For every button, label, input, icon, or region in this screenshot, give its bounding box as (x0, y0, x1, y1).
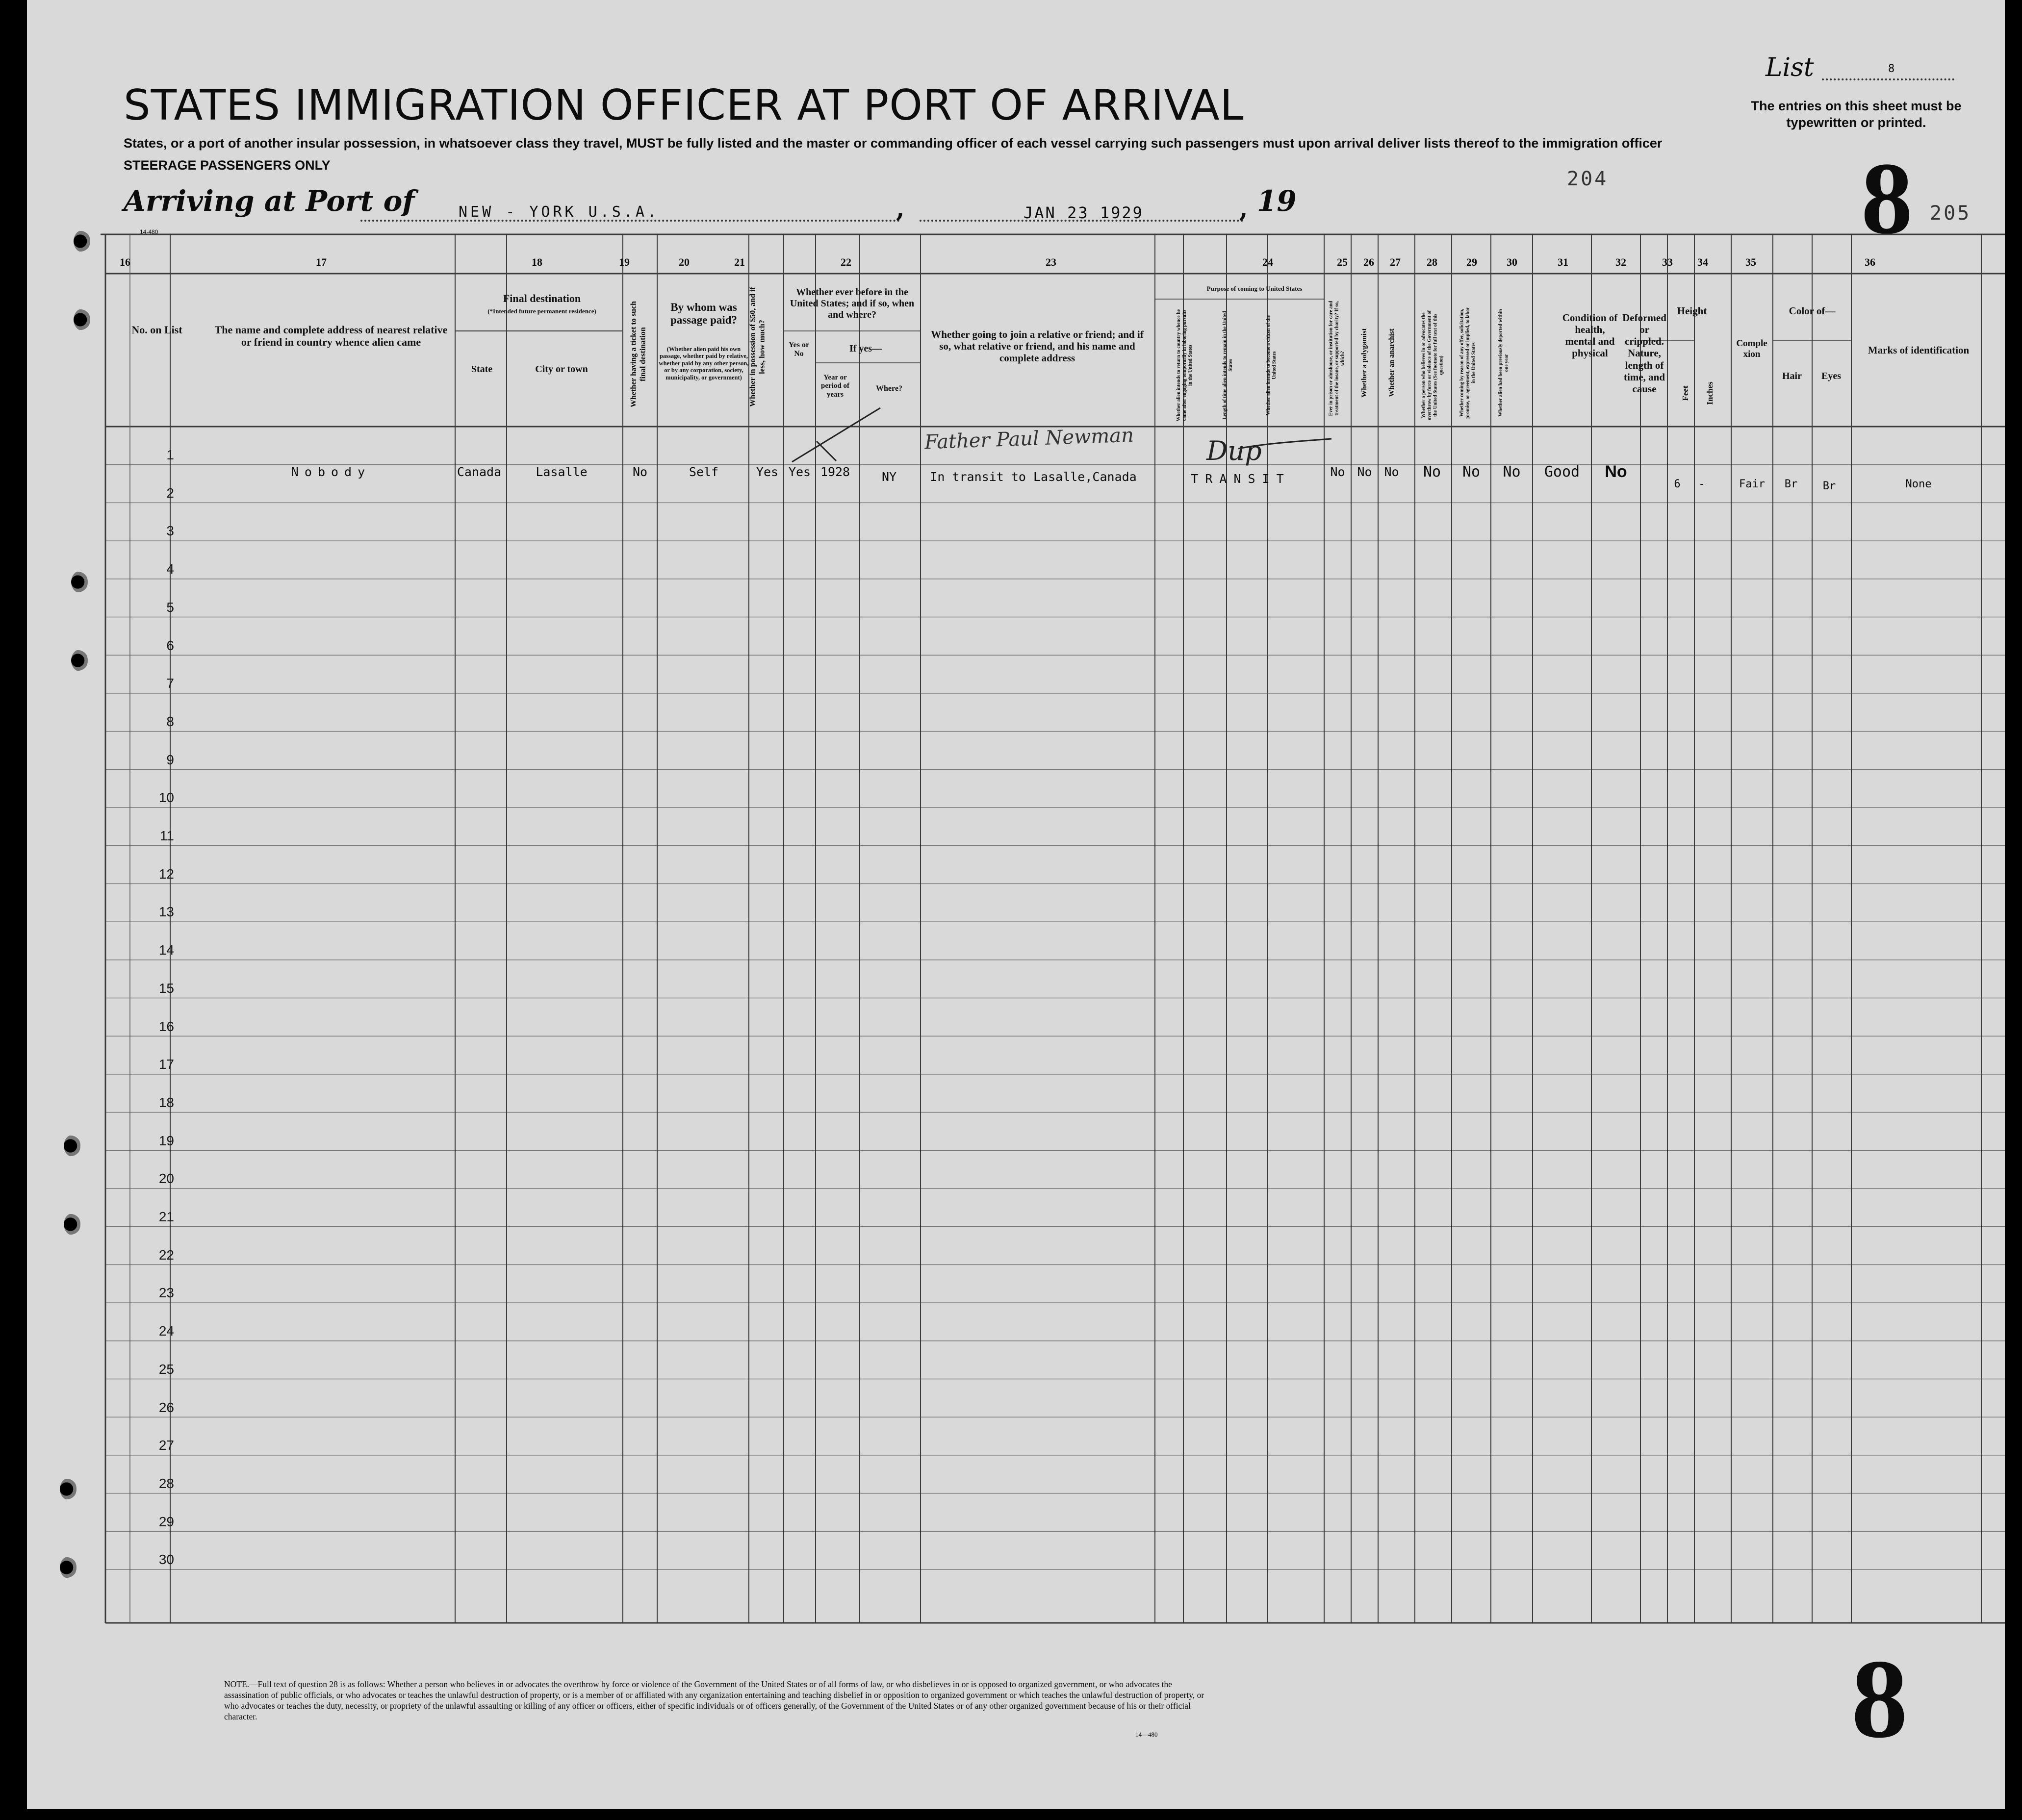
row-number: 19 (158, 1133, 174, 1148)
punch-hole (64, 1135, 80, 1157)
colnum-17: 17 (316, 256, 327, 268)
header-color-of: Color of— (1789, 305, 1836, 317)
row-number: 5 (166, 599, 174, 615)
entry-prison: No (1330, 465, 1345, 479)
row-number: 24 (158, 1323, 174, 1339)
colnum-23: 23 (1046, 256, 1056, 268)
header-feet: Feet (1681, 385, 1690, 401)
row-number: 16 (158, 1018, 174, 1034)
header-eyes: Eyes (1821, 371, 1841, 381)
row-number: 17 (158, 1057, 174, 1072)
colnum-18: 18 (532, 256, 542, 268)
header-state: State (471, 364, 493, 375)
header-polygamist: Whether a polygamist (1360, 328, 1368, 398)
row-number: 23 (158, 1285, 174, 1301)
row-number: 9 (166, 752, 174, 767)
entry-before: Yes (788, 465, 811, 479)
punch-hole (74, 230, 90, 252)
form-code-top: 14-480 (140, 228, 158, 235)
header-health: Condition of health, mental and physical (1562, 312, 1618, 359)
entry-state: Canada (457, 465, 502, 479)
entry-marks: None (1905, 478, 1932, 490)
header-inches: Inches (1705, 381, 1715, 405)
punch-hole (71, 650, 88, 671)
header-purpose-length: Length of time alien intends to remain in the United States (1222, 311, 1233, 420)
purpose-underline (1238, 439, 1331, 449)
colnum-22: 22 (841, 256, 851, 268)
port-value: NEW - YORK U.S.A. (459, 203, 660, 221)
row-number: 21 (158, 1209, 174, 1224)
page-title: STATES IMMIGRATION OFFICER AT PORT OF ARRIVAL (124, 81, 1244, 130)
colnum-32: 32 (1615, 256, 1626, 268)
header-where: Where? (876, 384, 902, 393)
header-labor-offer: Whether coming by reason of any offer, solicitation, promise, or agreement, expressed or implied, to labor in the United States (1459, 307, 1477, 419)
comma-1: , (896, 194, 905, 223)
entry-q28: No (1423, 463, 1441, 480)
punch-hole (74, 309, 90, 330)
row-number: 27 (158, 1438, 174, 1453)
colnum-27: 27 (1390, 256, 1401, 268)
header-final-destination-note: (*Intended future permanent residence) (487, 307, 596, 315)
arriving-label: Arriving at Port of (124, 184, 415, 218)
colnum-36: 36 (1865, 256, 1875, 268)
footnote-q28: NOTE.—Full text of question 28 is as follows: Whether a person who believes in or advocates the overthrow by force or violence of the Government of the United States or of all forms of law, or who disbelieves in or is opposed to organized government, or who advocates the assassination of public officials, or who advocates or teaches the unlawful destruction of property, or is a member of or affiliated with any organization entertaining and teaching disbelief in or opposition to organized government or which teaches the unlawful destruction of property, or who advocates or teaches the duty, necessity, or propriety of the unlawful assaulting or killing of any officer or officers, either of specific individuals or of officers generally, of the Government of the United States or of any other organized government because of his or their official character. (224, 1679, 1204, 1721)
row-number: 2 (166, 485, 174, 501)
header-purpose-return: Whether alien intends to return to country whence he came after engaging temporarily in laboring pursuits in the United States (1176, 309, 1193, 422)
row-number: 25 (158, 1361, 174, 1377)
punch-hole (64, 1213, 80, 1235)
entry-deformed: No (1605, 462, 1627, 481)
colnum-35: 35 (1745, 256, 1756, 268)
entry-purpose-handwritten: Dup (1206, 435, 1262, 466)
entry-polygamist: No (1357, 465, 1372, 479)
colnum-28: 28 (1427, 256, 1437, 268)
header-complexion: Complexion (1736, 338, 1767, 359)
typewritten-instructions: The entries on this sheet must be typewritten or printed. (1751, 99, 1962, 130)
check-stroke-1 (792, 408, 880, 462)
header-purpose-citizen: Whether alien intends to become a citizen of the United States (1266, 315, 1277, 416)
entry-q30: No (1503, 463, 1521, 480)
row-number: 10 (158, 790, 174, 806)
row-number: 20 (158, 1171, 174, 1187)
entry-feet: 6 (1674, 478, 1681, 490)
header-hair: Hair (1782, 371, 1802, 381)
entry-eyes: Br (1822, 480, 1836, 492)
colnum-16: 16 (120, 256, 130, 268)
list-value: 8 (1888, 63, 1898, 75)
form-code-bottom: 14—480 (1135, 1731, 1158, 1738)
entry-inches: - (1698, 478, 1705, 490)
entry-q29: No (1462, 463, 1481, 480)
row-number: 4 (166, 561, 174, 577)
header-prison: Ever in prison or almshouse, or institution for care and treatment of the insane, or supported by charity? If so, which? (1328, 301, 1346, 416)
row-number: 7 (166, 676, 174, 691)
colnum-25: 25 (1337, 256, 1348, 268)
header-marks: Marks of identification (1868, 344, 1970, 356)
entry-hair: Br (1784, 478, 1798, 490)
entry-year: 1928 (820, 465, 850, 479)
header-city: City or town (535, 364, 588, 375)
manifest-sheet (27, 0, 2005, 1809)
row-number: 30 (158, 1552, 174, 1567)
row-number: 14 (158, 942, 174, 958)
entry-has-50: Yes (756, 465, 779, 479)
punch-hole (60, 1557, 77, 1578)
row-number: 3 (166, 523, 174, 539)
header-no-on-list: No. on List (131, 324, 182, 336)
punch-hole (60, 1478, 77, 1500)
colnum-20: 20 (679, 256, 690, 268)
entry-city: Lasalle (536, 465, 588, 479)
header-subtitle-2: STEERAGE PASSENGERS ONLY (124, 158, 331, 173)
row-number: 1 (166, 447, 174, 462)
header-passage-paid: By whom was passage paid? (670, 301, 738, 327)
colnum-26: 26 (1363, 256, 1374, 268)
header-final-destination: Final destination (503, 292, 581, 304)
colnum-31: 31 (1558, 256, 1568, 268)
header-overthrow: Whether a person who believes in or advocates the overthrow by force or violence of the Government of the United States (See footnote for full text of this question) (1421, 310, 1444, 420)
row-number: 22 (158, 1247, 174, 1263)
header-ever-before: Whether ever before in the United States; and if so, when and where? (790, 287, 915, 320)
colnum-29: 29 (1466, 256, 1477, 268)
entry-joining-handwritten: Father Paul Newman (924, 424, 1134, 454)
colnum-21: 21 (734, 256, 745, 268)
row-number: 29 (158, 1514, 174, 1529)
entry-purpose: TRANSIT (1191, 472, 1291, 486)
list-label: List (1766, 53, 1814, 82)
comma-2: , (1239, 194, 1248, 223)
entry-health: Good (1544, 463, 1580, 480)
entry-where: NY (881, 470, 897, 484)
header-deported: Whether alien had been previously deported within one year (1498, 309, 1510, 417)
row-number: 18 (158, 1094, 174, 1110)
header-yes-no: Yes or No (788, 341, 810, 358)
row-number: 28 (158, 1475, 174, 1491)
colnum-19: 19 (619, 256, 630, 268)
year-prefix: 19 (1257, 184, 1297, 218)
header-deformed: Deformed or crippled. Nature, length of time, and cause (1622, 312, 1666, 395)
header-possession-50: Whether in possession of $50, and if less, how much? (748, 287, 767, 407)
header-subtitle-1: States, or a port of another insular possession, in whatsoever class they travel, MUST be fully listed and the master or commanding officer of each vessel carrying such passengers must upon arrival deliver lists thereof to the immigration officer (124, 136, 1663, 151)
entry-relative: Nobody (291, 465, 371, 479)
handwritten-strokes (27, 0, 2005, 1809)
header-height: Height (1677, 305, 1707, 317)
row-number: 13 (158, 904, 174, 920)
entry-anarchist: No (1384, 465, 1399, 479)
colnum-34: 34 (1697, 256, 1708, 268)
sheet-number-bottom: 8 (1851, 1636, 1908, 1761)
entry-joining: In transit to Lasalle,Canada (930, 470, 1137, 484)
row-number: 26 (158, 1399, 174, 1415)
arrival-date: JAN 23 1929 (1024, 203, 1144, 222)
entry-ticket: No (632, 465, 648, 479)
row-number: 6 (166, 637, 174, 653)
header-nearest-relative: The name and complete address of nearest relative or friend in country whence alien came (214, 324, 448, 349)
page-number-left: 204 (1567, 168, 1609, 190)
row-number: 12 (158, 866, 174, 882)
entry-paid-by: Self (689, 465, 719, 479)
header-passage-paid-note: (Whether alien paid his own passage, whether paid by relative, whether paid by any other person, or by any corporation, society, municipality, or government) (659, 346, 749, 381)
punch-hole (71, 571, 88, 593)
header-ticket: Whether having a ticket to such final destination (629, 301, 647, 408)
row-number: 8 (166, 713, 174, 729)
colnum-33: 33 (1662, 256, 1673, 268)
header-going-to-join: Whether going to join a relative or friend; and if so, what relative or friend, and his name and complete address (931, 329, 1144, 364)
page-number-right: 205 (1930, 202, 1971, 225)
colnum-30: 30 (1507, 256, 1517, 268)
header-year-period: Year or period of years (821, 374, 849, 399)
row-number: 15 (158, 980, 174, 996)
sheet-number: 8 (1861, 142, 1913, 255)
entry-complexion: Fair (1739, 478, 1765, 490)
colnum-24: 24 (1262, 256, 1273, 268)
header-anarchist: Whether an anarchist (1388, 329, 1396, 397)
header-purpose: Purpose of coming to United States (1206, 285, 1303, 292)
row-number: 11 (159, 828, 174, 843)
check-stroke-2 (817, 441, 836, 461)
header-if-yes: If yes— (849, 343, 882, 354)
